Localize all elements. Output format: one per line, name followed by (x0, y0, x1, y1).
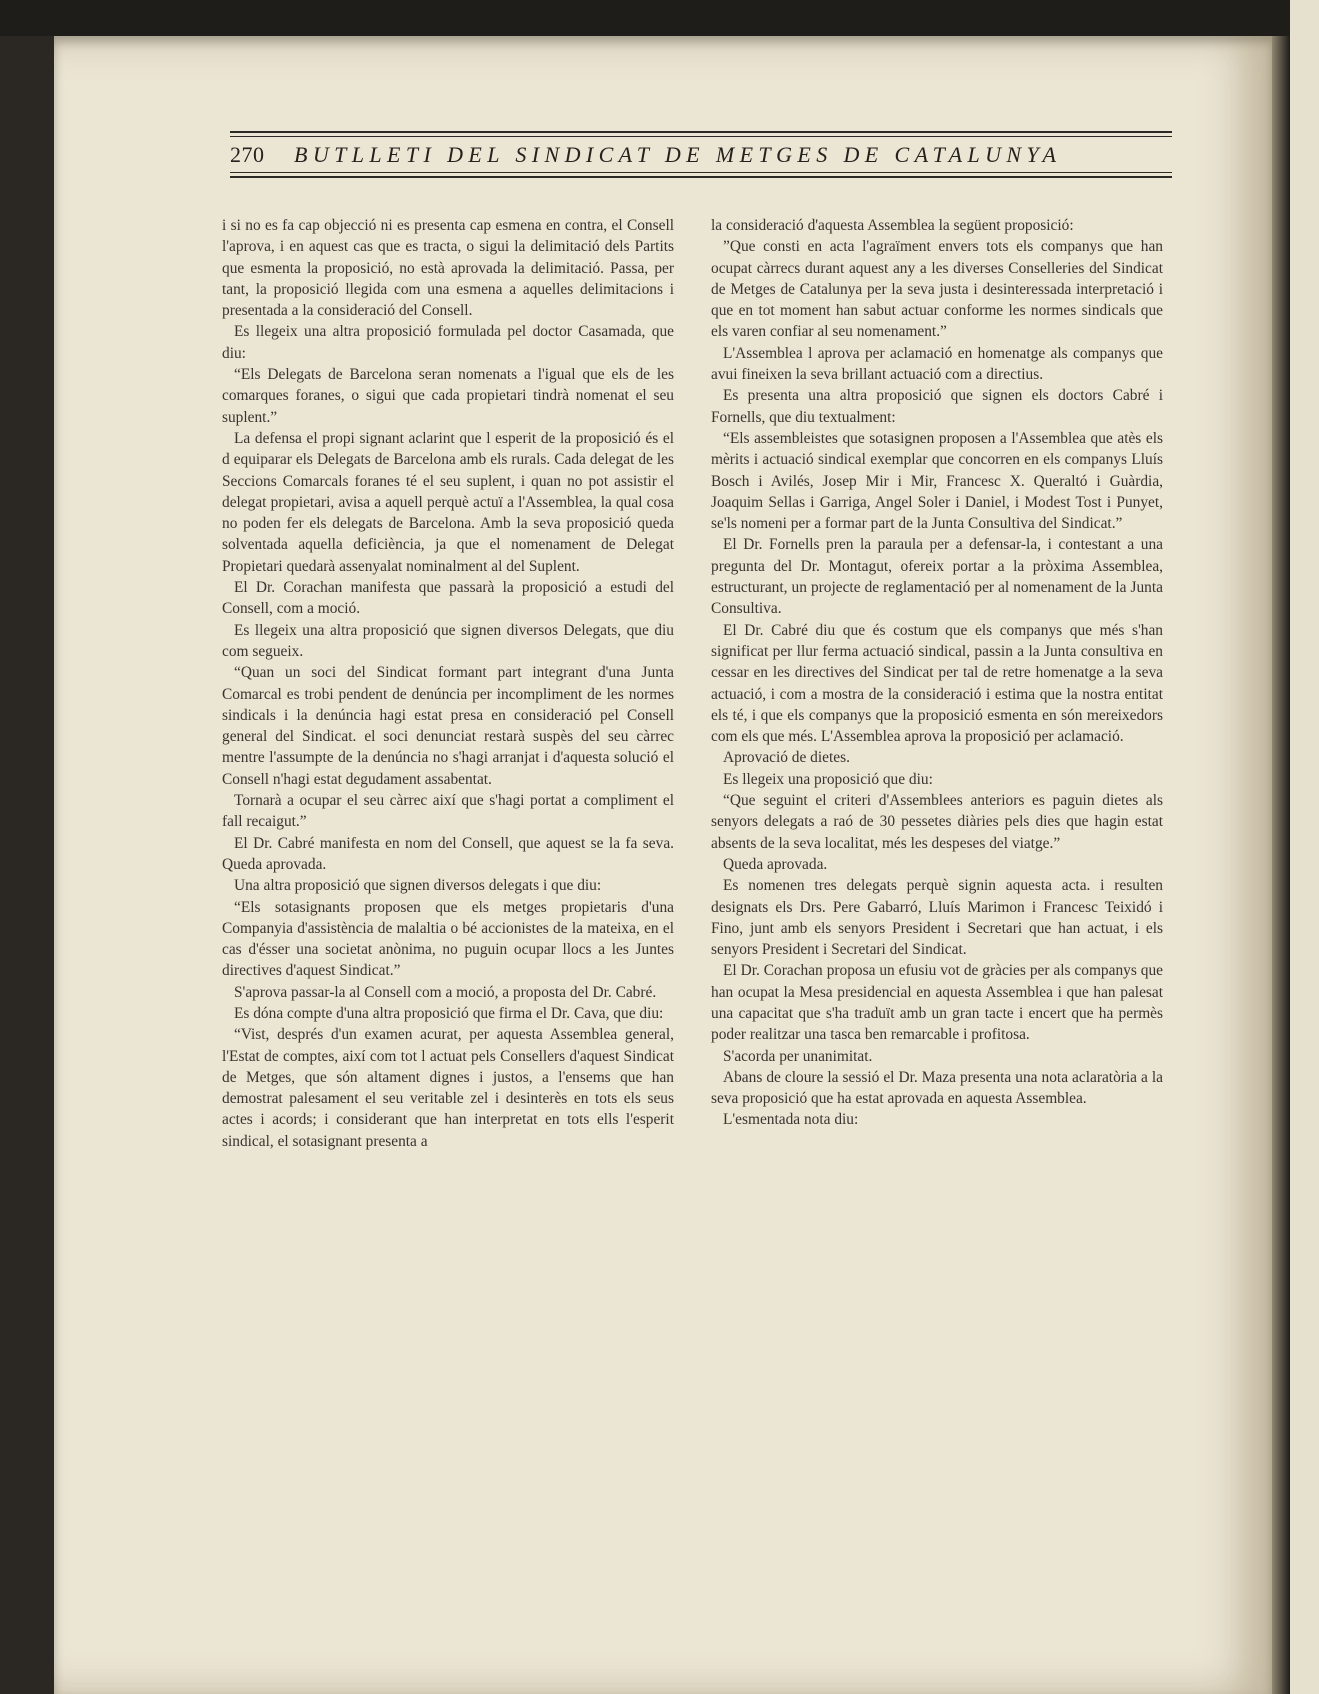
paragraph: Una altra proposició que signen diversos delegats i que diu: (234, 877, 602, 895)
paragraph: la consideració d'aquesta Assemblea la següent proposició: (711, 217, 1074, 234)
next-page-strip (1290, 0, 1319, 1694)
header-rule-top-thin (230, 136, 1172, 137)
paragraph: ”Que consti en acta l'agraïment envers tots els companys que han ocupat càrrecs durant aquest any a les diverses Conselleries del Sindicat de Metges de Catalunya per la seva justa i desinteressada interpretació i que en tot moment han sabut actuar conforme les normes sindicals que els varen confiar al seu nomenament.” (711, 238, 1163, 341)
paragraph: Es dóna compte d'una altra proposició que firma el Dr. Cava, que diu: (234, 1004, 664, 1022)
header-row (230, 140, 1172, 170)
paragraph: Es nomenen tres delegats perquè signin aquesta acta. i resulten designats els Drs. Pere Gabarró, Lluís Marimon i Francesc Teixidó i Fino, junt amb els senyors President i Secretari que han actuat, i els senyors President i Secretari del Sindicat. (711, 877, 1163, 959)
paragraph: Tornarà a ocupar el seu càrrec així que s'hagi portat a compliment el fall recaigut.” (222, 792, 674, 831)
text-column-right (711, 215, 1163, 1131)
paragraph: “Els assembleistes que sotasignen proposen a l'Assemblea que atès els mèrits i actuació sindical exemplar que concorren en els companys Lluís Bosch i Avilés, Josep Mir i Mir, Francesc X. Queraltó i Guàrdia, Joaquim Sellas i Garriga, Angel Soler i Daniel, i Modest Tost i Punyet, se'ls nomeni per a formar part de la Junta Consultiva del Sindicat.” (711, 429, 1163, 533)
paragraph: “Els sotasignants proposen que els metges propietaris d'una Companyia d'assistència de malaltia o bé accionistes de la mateixa, en el cas d'ésser una societat anònima, no puguin ocupar llocs a les Juntes directives d'aquest Sindicat.” (222, 898, 674, 980)
paragraph: La defensa el propi signant aclarint que l esperit de la proposició és el d equiparar els Delegats de Barcelona amb els rurals. Cada delegat de les Seccions Comarcals foranes té el seu suplent, i quan no pot assistir el delegat propietari, avisa a aquell perquè actuï a l'Assemblea, la qual cosa no poden fer els delegats de Barcelona. Amb la seva proposició queda solventada aquella deficiència, ja que el nomenament de Delegat Propietari quedarà assenyalat nominalment al del Suplent. (222, 429, 674, 575)
paragraph: El Dr. Fornells pren la paraula per a defensar-la, i contestant a una pregunta del Dr. Montagut, ofereix portar a la pròxima Assemblea, estructurant, un projecte de reglamentació per al nomenament de la Junta Consultiva. (711, 536, 1163, 618)
paragraph: L'esmentada nota diu: (723, 1111, 859, 1129)
paragraph: “Vist, després d'un examen acurat, per aquesta Assemblea general, l'Estat de comptes, així com tot l actuat pels Consellers d'aquest Sindicat de Metges, que són altament dignes i justos, a l'ensems que han demostrat palesament el seu veritable zel i desinterès en tots els seus actes i acords; i considerant que han interpretat en tots ells l'esperit sindical, el sotasignant presenta a (222, 1026, 674, 1150)
journal-title: BUTLLETI DEL SINDICAT DE METGES DE CATALUNYA (294, 142, 1062, 167)
paragraph: El Dr. Corachan manifesta que passarà la proposició a estudi del Consell, com a moció. (222, 579, 674, 618)
paragraph: El Dr. Corachan proposa un efusiu vot de gràcies per als companys que han ocupat la Mesa presidencial en aquesta Assemblea i que han palesat una capacitat que s'ha traduït amb un gran tacte i encert que ha permès poder realitzar una tasca ben remarcable i profitosa. (711, 962, 1163, 1044)
paragraph: Aprovació de dietes. (723, 749, 850, 767)
paragraph: El Dr. Cabré diu que és costum que els companys que més s'han significat per llur ferma actuació sindical, passin a la Junta consultiva en cessar en les directives del Sindicat per tal de retre homenatge a la seva actuació, i com a mostra de la consideració i estima que la nostra entitat els té, i que els companys que la proposició esmenta en són mereixedors com els que més. L'Assemblea aprova la proposició per aclamació. (711, 621, 1163, 746)
header-rule-top (230, 131, 1172, 133)
paragraph: Es presenta una altra proposició que signen els doctors Cabré i Fornells, que diu textualment: (711, 387, 1163, 426)
paragraph: S'aprova passar-la al Consell com a moció, a proposta del Dr. Cabré. (234, 983, 657, 1001)
paragraph: L'Assemblea l aprova per aclamació en homenatge als companys que avui fineixen la seva brillant actuació com a directius. (711, 344, 1163, 384)
header-rule-bottom (230, 176, 1172, 178)
paragraph: Es llegeix una altra proposició formulada pel doctor Casamada, que diu: (222, 323, 674, 362)
paragraph: “Els Delegats de Barcelona seran nomenats a l'igual que els de les comarques foranes, o sigui que cada propietari tindrà nomenat el seu suplent.” (222, 366, 674, 426)
scan-background (0, 0, 1319, 36)
running-header (230, 128, 1172, 182)
paragraph: Es llegeix una proposició que diu: (723, 770, 933, 788)
paragraph: “Quan un soci del Sindicat formant part integrant d'una Junta Comarcal es trobi pendent de denúncia per incompliment de les normes sindicals i la denúncia hagi estat presa en consideració pel Consell general del Sindicat. el soci denunciat restarà suspès del seu càrrec mentre l'assumpte de la denúncia no s'hagi arranjat i d'aquesta solució el Consell n'hagi estat degudament assabentat. (222, 664, 674, 788)
paragraph: El Dr. Cabré manifesta en nom del Consell, que aquest se la fa seva. Queda aprovada. (222, 834, 674, 873)
paragraph: i si no es fa cap objecció ni es presenta cap esmena en contra, el Consell l'aprova, i en aquest cas que es tracta, o sigui la delimitació dels Partits que esmenta la proposició, no està aprovada la delimitació. Passa, per tant, la proposició llegida com una esmena a aquelles delimitacions i presentada a la consideració del Consell. (222, 217, 674, 320)
page-number: 270 (230, 142, 265, 167)
paragraph: Abans de cloure la sessió el Dr. Maza presenta una nota aclaratòria a la seva proposició que ha estat aprovada en aquesta Assemblea. (711, 1068, 1163, 1108)
text-column-left (222, 215, 674, 1152)
header-rule-bottom-thin (230, 172, 1172, 173)
paragraph: Queda aprovada. (723, 855, 828, 873)
page-edge-shadow (1272, 36, 1290, 1694)
paragraph: “Que seguint el criteri d'Assemblees anteriors es paguin dietes als senyors delegats a raó de 30 pessetes diàries pels dies que hagin estat absents de la seva localitat, més les despeses del viatge.” (711, 792, 1163, 852)
paragraph: Es llegeix una altra proposició que signen diversos Delegats, que diu com segueix. (222, 621, 674, 660)
paragraph: S'acorda per unanimitat. (723, 1047, 873, 1065)
